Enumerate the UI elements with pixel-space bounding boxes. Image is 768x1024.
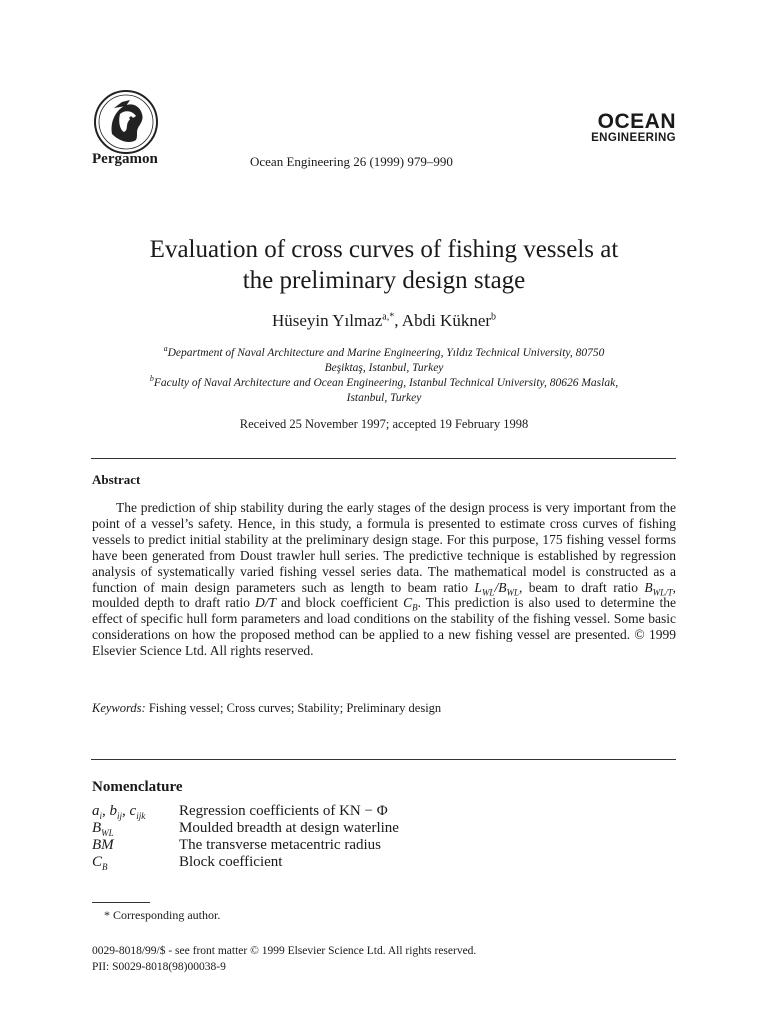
symbol-part: a (92, 803, 100, 819)
affiliation-a (70, 346, 698, 376)
article-title (60, 234, 708, 296)
affiliation-b (70, 376, 698, 406)
math-symbol: D/T (255, 595, 277, 611)
abstract-text-segment: . This prediction is also used to determine the effect of specific hull form parameters and load conditions on the stability of the fishing vessel. Some basic considerations on how the proposed method can be applied to a new fishing vessel are presented. © 1999 Elsevier Science Ltd. All rights reserved. (92, 595, 677, 659)
copyright-line: 0029-8018/99/$ - see front matter © 1999 Elsevier Science Ltd. All rights reserved. (92, 945, 477, 957)
affiliation-line: Istanbul, Turkey (346, 392, 422, 404)
journal-reference: Ocean Engineering 26 (1999) 979–990 (250, 154, 453, 169)
symbol-part: BM (92, 837, 114, 853)
keywords-list: Fishing vessel; Cross curves; Stability; Preliminary design (148, 701, 442, 715)
affiliation-mark: a (163, 344, 168, 354)
abstract-text-segment: , beam to draft ratio (518, 579, 645, 595)
author-name: Abdi Kükner (401, 311, 492, 330)
symbol-subscript: ijk (136, 811, 146, 821)
symbol-part: C (92, 854, 103, 870)
math-subscript: B (412, 603, 418, 614)
math-symbol: L (474, 579, 482, 595)
table-row (92, 820, 399, 837)
affiliation-mark: b (149, 374, 154, 384)
journal-logo-line2: ENGINEERING (591, 132, 676, 144)
author-list (60, 311, 708, 331)
author-affiliation-mark: b (491, 311, 497, 323)
nomenclature-table (92, 803, 399, 871)
affiliation-line: Faculty of Naval Architecture and Ocean Engineering, Istanbul Technical University, 80626 Maslak, (153, 377, 619, 389)
nomenclature-description: Regression coefficients of KN − Φ (179, 803, 388, 819)
math-symbol: B (644, 579, 653, 595)
footnote-corresponding-author: * Corresponding author. (104, 908, 221, 922)
nomenclature-description: Block coefficient (179, 854, 283, 870)
copyright-block (92, 943, 476, 975)
math-symbol: C (403, 595, 413, 611)
math-subscript: WL (481, 587, 495, 598)
nomenclature-description: The transverse metacentric radius (179, 837, 381, 853)
publisher-name: Pergamon (92, 151, 158, 167)
math-symbol: /B (494, 579, 507, 595)
keywords-label: Keywords: (92, 701, 146, 715)
math-subscript: WL/T (652, 587, 673, 598)
table-row (92, 837, 399, 854)
symbol-part: B (92, 820, 102, 836)
pii-line: PII: S0029-8018(98)00038-9 (92, 961, 226, 973)
nomenclature-symbol (92, 803, 179, 820)
symbol-subscript: i (99, 811, 103, 821)
journal-logo-line1: OCEAN (597, 110, 676, 133)
math-subscript: WL (506, 587, 519, 598)
nomenclature-symbol (92, 854, 179, 871)
journal-logo (556, 112, 676, 145)
symbol-part: , b (102, 803, 118, 819)
symbol-subscript: WL (101, 828, 114, 838)
abstract-text-segment: and block coefficient (276, 595, 404, 611)
footnote-rule (92, 902, 150, 903)
affiliation-line: Department of Naval Architecture and Marine Engineering, Yıldız Technical University, 80750 (167, 347, 605, 359)
received-dates: Received 25 November 1997; accepted 19 February 1998 (239, 417, 529, 431)
abstract-top-rule (91, 458, 676, 459)
author-separator: , (394, 311, 402, 330)
symbol-subscript: B (102, 862, 108, 872)
abstract-text-segment: The prediction of ship stability during the early stages of the design process is very important from the point of a vessel’s safety. Hence, in this study, a formula is presented to estimate cross curves of fishing vessels to predict initial stability at the preliminary design stage. For this purpose, 175 fishing vessel forms have been generated from Doust trawler hull series. The predictive technique is established by regression analysis of systematically varied fishing vessel series data. The mathematical model is constructed as a function of main design parameters such as length to beam ratio (92, 500, 676, 595)
nomenclature-description: Moulded breadth at design waterline (179, 820, 399, 836)
nomenclature-symbol (92, 837, 179, 854)
abstract-text-segment: , moulded depth to draft ratio (92, 579, 676, 611)
author-name: Hüseyin Yılmaz (271, 311, 383, 330)
abstract-body (92, 500, 676, 659)
abstract-heading: Abstract (92, 472, 141, 487)
author-affiliation-mark: a,* (382, 311, 395, 323)
symbol-subscript: ij (117, 811, 123, 821)
table-row (92, 854, 399, 871)
symbol-part: , c (122, 803, 137, 819)
table-row (92, 803, 399, 820)
title-line-2: the preliminary design stage (242, 267, 526, 294)
title-line-1: Evaluation of cross curves of fishing vessels at (149, 236, 619, 263)
affiliation-line: Beşiktaş, Istanbul, Turkey (324, 362, 444, 374)
keywords-line (92, 701, 441, 716)
pergamon-logo-icon (92, 88, 160, 156)
abstract-bottom-rule (91, 759, 676, 760)
nomenclature-heading: Nomenclature (92, 779, 183, 795)
nomenclature-symbol (92, 820, 179, 837)
